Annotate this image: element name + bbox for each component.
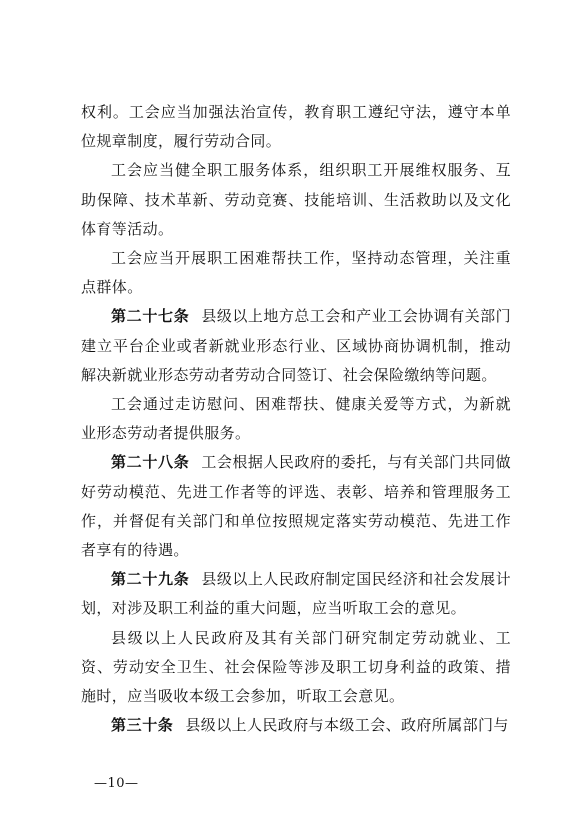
article-number: 第二十九条 xyxy=(111,570,190,589)
paragraph-text: 工会应当健全职工服务体系，组织职工开展维权服务、互助保障、技术革新、劳动竞赛、技能培训、生活救助以及文化体育等活动。 xyxy=(81,161,511,238)
paragraph-text: 县级以上人民政府与本级工会、政府所属部门与 xyxy=(185,716,509,735)
paragraph-2 xyxy=(81,156,511,244)
paragraph-text: 县级以上地方总工会和产业工会协调有关部门建立平台企业或者新就业形态行业、区域协商协调机制，推动解决新就业形态劳动者劳动合同签订、社会保险缴纳等问题。 xyxy=(81,307,511,384)
article-30 xyxy=(81,711,511,740)
paragraph-3 xyxy=(81,244,511,302)
article-29 xyxy=(81,565,511,623)
paragraph-text: 县级以上人民政府及其有关部门研究制定劳动就业、工资、劳动安全卫生、社会保险等涉及职工切身利益的政策、措施时，应当吸收本级工会参加，听取工会意见。 xyxy=(81,628,511,706)
article-number: 第三十条 xyxy=(111,716,174,735)
paragraph-text: 工会通过走访慰问、困难帮扶、健康关爱等方式，为新就业形态劳动者提供服务。 xyxy=(81,395,511,443)
article-28 xyxy=(81,448,511,565)
paragraph-5 xyxy=(81,390,511,448)
paragraph-text: 权利。工会应当加强法治宣传，教育职工遵纪守法，遵守本单位规章制度，履行劳动合同。 xyxy=(81,103,511,151)
page-number: —10— xyxy=(94,776,139,791)
paragraph-text: 县级以上人民政府制定国民经济和社会发展计划，对涉及职工利益的重大问题，应当听取工会的意见。 xyxy=(81,570,511,618)
paragraph-text: 工会应当开展职工困难帮扶工作，坚持动态管理，关注重点群体。 xyxy=(81,249,511,297)
article-number: 第二十七条 xyxy=(111,307,190,326)
document-body xyxy=(81,98,511,740)
paragraph-8 xyxy=(81,624,511,712)
paragraph-1 xyxy=(81,98,511,156)
article-number: 第二十八条 xyxy=(111,453,190,472)
paragraph-text: 工会根据人民政府的委托，与有关部门共同做好劳动模范、先进工作者等的评选、表彰、培养和管理服务工作，并督促有关部门和单位按照规定落实劳动模范、先进工作者享有的待遇。 xyxy=(81,453,511,560)
article-27 xyxy=(81,302,511,390)
